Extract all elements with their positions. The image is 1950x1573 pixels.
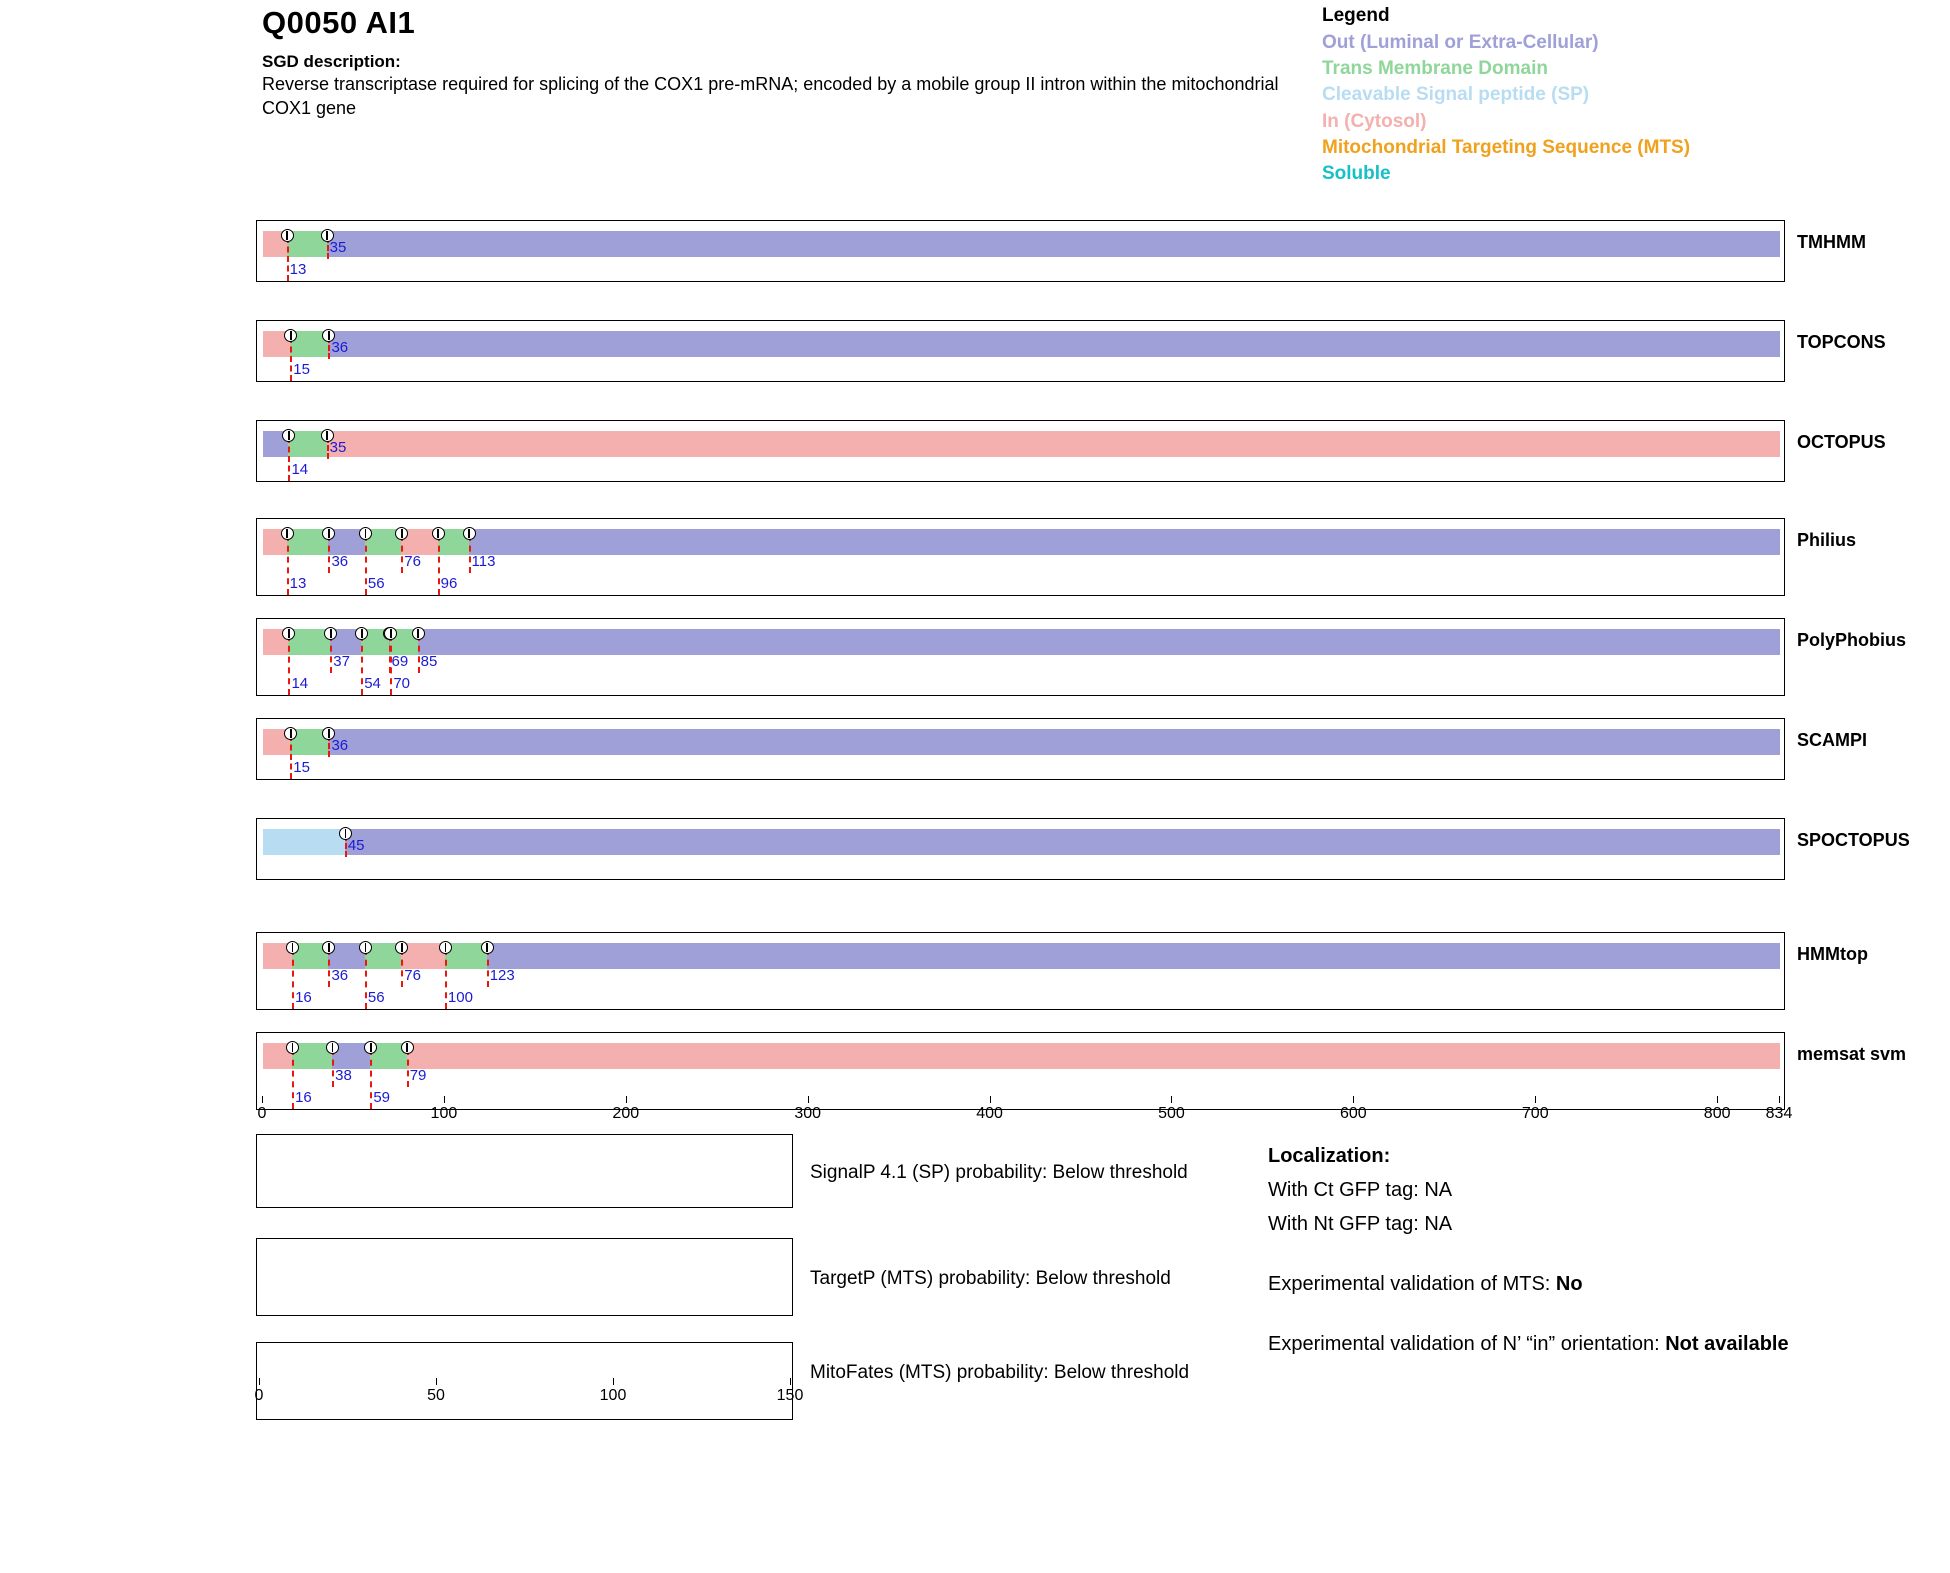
sgd-description-label: SGD description:	[262, 52, 401, 71]
track-label-octopus: OCTOPUS	[1797, 432, 1886, 452]
marker-circle	[359, 527, 372, 540]
marker-line	[287, 237, 289, 281]
marker-label: 45	[347, 837, 365, 854]
marker-label: 37	[333, 653, 350, 670]
marker-line	[438, 535, 440, 595]
topology-bar	[263, 231, 1780, 257]
marker-label: 36	[331, 339, 349, 356]
marker-label: 14	[291, 461, 309, 478]
probability-plot-caption: SignalP 4.1 (SP) probability: Below threshold	[810, 1162, 1188, 1183]
marker-label: 36	[331, 553, 349, 570]
marker-label: 16	[295, 1089, 312, 1106]
marker-label: 123	[489, 967, 515, 984]
topology-bar	[263, 729, 1780, 755]
marker-label: 35	[329, 439, 347, 456]
marker-label: 14	[291, 675, 309, 692]
axis-tick	[808, 1096, 809, 1103]
axis-tick	[1535, 1096, 1536, 1103]
nt-gfp-line: With Nt GFP tag: NA	[1268, 1213, 1453, 1235]
legend-item: In (Cytosol)	[1322, 110, 1427, 132]
axis-tick	[444, 1096, 445, 1103]
marker-label: 100	[447, 989, 473, 1006]
axis-tick	[626, 1096, 627, 1103]
marker-line	[330, 635, 332, 673]
marker-circle	[359, 941, 372, 954]
marker-line	[328, 949, 330, 987]
probability-plot-caption: MitoFates (MTS) probability: Below threshold	[810, 1362, 1190, 1383]
marker-line	[290, 735, 292, 779]
orientation-validation-line	[1268, 1334, 1908, 1354]
legend-title: Legend	[1322, 5, 1390, 26]
axis-tick	[990, 1096, 991, 1103]
topology-bar	[263, 529, 1780, 555]
probability-plot-box	[256, 1134, 793, 1208]
topology-bar	[263, 829, 1780, 855]
track-box	[256, 618, 1785, 696]
marker-label: 56	[367, 989, 385, 1006]
marker-label: 76	[404, 553, 421, 570]
axis-tick	[259, 1378, 260, 1385]
segment-out	[487, 943, 1780, 969]
marker-label: 13	[289, 575, 307, 592]
marker-circle	[481, 941, 494, 954]
legend-item: Soluble	[1322, 163, 1391, 185]
topology-bar	[263, 629, 1780, 655]
marker-line	[288, 635, 290, 695]
marker-label: 79	[409, 1067, 427, 1084]
marker-label: 54	[364, 675, 381, 692]
marker-circle	[463, 527, 476, 540]
marker-circle	[281, 229, 294, 242]
track-label-tmhmm: TMHMM	[1797, 232, 1866, 252]
axis-tick-label: 50	[427, 1387, 445, 1404]
ct-gfp-line: With Ct GFP tag: NA	[1268, 1179, 1453, 1201]
marker-label: 56	[367, 575, 385, 592]
segment-in	[407, 1043, 1780, 1069]
track-box	[256, 320, 1785, 382]
axis-tick-label: 500	[1158, 1105, 1185, 1122]
axis-tick	[262, 1096, 263, 1103]
segment-out	[469, 529, 1780, 555]
marker-label: 59	[373, 1089, 390, 1106]
protein-length-axis	[257, 1096, 1793, 1126]
marker-circle	[281, 527, 294, 540]
legend-item: Out (Luminal or Extra-Cellular)	[1322, 32, 1599, 53]
legend-item: Mitochondrial Targeting Sequence (MTS)	[1322, 136, 1691, 158]
marker-line	[445, 949, 447, 1009]
segment-in	[327, 431, 1780, 457]
axis-tick	[1779, 1096, 1780, 1103]
axis-tick-label: 700	[1521, 1105, 1549, 1122]
mts-validation-line	[1268, 1274, 1908, 1294]
track-box	[256, 932, 1785, 1010]
localization-info	[1268, 1146, 1908, 1368]
marker-label: 76	[404, 967, 421, 984]
track-label-scampi: SCAMPI	[1797, 730, 1868, 750]
marker-circle	[286, 1041, 299, 1054]
axis-tick	[613, 1378, 614, 1385]
marker-circle	[401, 1041, 414, 1054]
axis-tick	[1171, 1096, 1172, 1103]
marker-line	[401, 535, 403, 573]
track-label-spoctopus: SPOCTOPUS	[1797, 830, 1910, 850]
topology-bar	[263, 1043, 1780, 1069]
mts-validation-value: No	[1555, 1273, 1583, 1295]
localization-heading: Localization:	[1268, 1145, 1391, 1167]
axis-tick-label: 100	[599, 1387, 627, 1404]
probability-plot-box	[256, 1238, 793, 1316]
segment-out	[328, 729, 1780, 755]
marker-label: 35	[329, 239, 347, 256]
track-box	[256, 818, 1785, 880]
marker-line	[290, 337, 292, 381]
marker-line	[332, 1049, 334, 1087]
topology-bar	[263, 431, 1780, 457]
topology-bar	[263, 331, 1780, 357]
marker-line	[288, 437, 290, 481]
marker-line	[365, 535, 367, 595]
marker-circle	[286, 941, 299, 954]
axis-tick-label: 150	[776, 1387, 804, 1404]
marker-label: 38	[335, 1067, 352, 1084]
marker-circle	[439, 941, 452, 954]
marker-line	[390, 635, 392, 695]
track-label-philius: Philius	[1797, 530, 1857, 550]
marker-label: 85	[420, 653, 438, 670]
axis-tick	[790, 1378, 791, 1385]
axis-tick-label: 400	[976, 1105, 1003, 1122]
axis-tick-label: 600	[1340, 1105, 1367, 1122]
axis-tick-label: 0	[257, 1105, 267, 1122]
marker-label: 113	[471, 553, 496, 570]
sgd-description-text: Reverse transcriptase required for splicing of the COX1 pre-mRNA; encoded by a mobile group II intron within the mitochondrial COX1 gene	[262, 74, 1279, 119]
track-label-polyphobius: PolyPhobius	[1797, 630, 1907, 650]
track-label-hmmtop: HMMtop	[1797, 944, 1868, 964]
orientation-validation-value: Not available	[1665, 1333, 1789, 1355]
marker-label: 36	[331, 737, 349, 754]
legend	[1322, 5, 1922, 187]
marker-line	[407, 1049, 409, 1087]
marker-line	[365, 949, 367, 1009]
marker-label: 96	[440, 575, 458, 592]
segment-out	[345, 829, 1780, 855]
axis-tick-label: 800	[1703, 1105, 1731, 1122]
legend-item: Cleavable Signal peptide (SP)	[1322, 84, 1590, 106]
probability-plot-caption: TargetP (MTS) probability: Below threshold	[810, 1268, 1171, 1289]
axis-tick-label: 834	[1765, 1105, 1793, 1122]
marker-line	[487, 949, 489, 987]
segment-out	[327, 231, 1780, 257]
marker-line	[361, 635, 363, 695]
probability-axis	[254, 1378, 804, 1408]
page-title: Q0050 AI1	[262, 5, 416, 40]
axis-tick	[436, 1378, 437, 1385]
track-box	[256, 220, 1785, 282]
axis-tick-label: 0	[254, 1387, 264, 1404]
segment-sp	[263, 829, 345, 855]
track-label-topcons: TOPCONS	[1797, 332, 1886, 352]
segment-out	[418, 629, 1780, 655]
track-box	[256, 518, 1785, 596]
track-box	[256, 718, 1785, 780]
marker-circle	[432, 527, 445, 540]
axis-tick	[1353, 1096, 1354, 1103]
marker-label: 15	[293, 361, 310, 378]
marker-circle	[412, 627, 425, 640]
axis-tick-label: 100	[430, 1105, 458, 1122]
marker-line	[328, 535, 330, 573]
marker-label: 15	[293, 759, 310, 776]
marker-line	[287, 535, 289, 595]
legend-item: Trans Membrane Domain	[1322, 58, 1548, 80]
marker-label: 70	[393, 675, 410, 692]
axis-tick	[1717, 1096, 1718, 1103]
marker-line	[292, 949, 294, 1009]
mts-validation-label: Experimental validation of MTS:	[1268, 1273, 1556, 1295]
marker-label: 36	[331, 967, 349, 984]
axis-tick-label: 200	[612, 1105, 640, 1122]
marker-label: 13	[289, 261, 307, 278]
track-box	[256, 420, 1785, 482]
axis-tick-label: 300	[794, 1105, 822, 1122]
marker-line	[401, 949, 403, 987]
marker-line	[418, 635, 420, 673]
segment-out	[328, 331, 1780, 357]
orientation-validation-label: Experimental validation of N’ “in” orientation:	[1268, 1333, 1666, 1355]
marker-line	[469, 535, 471, 573]
marker-label: 69	[391, 653, 409, 670]
marker-label: 16	[295, 989, 312, 1006]
track-label-memsat-svm: memsat svm	[1797, 1044, 1907, 1064]
